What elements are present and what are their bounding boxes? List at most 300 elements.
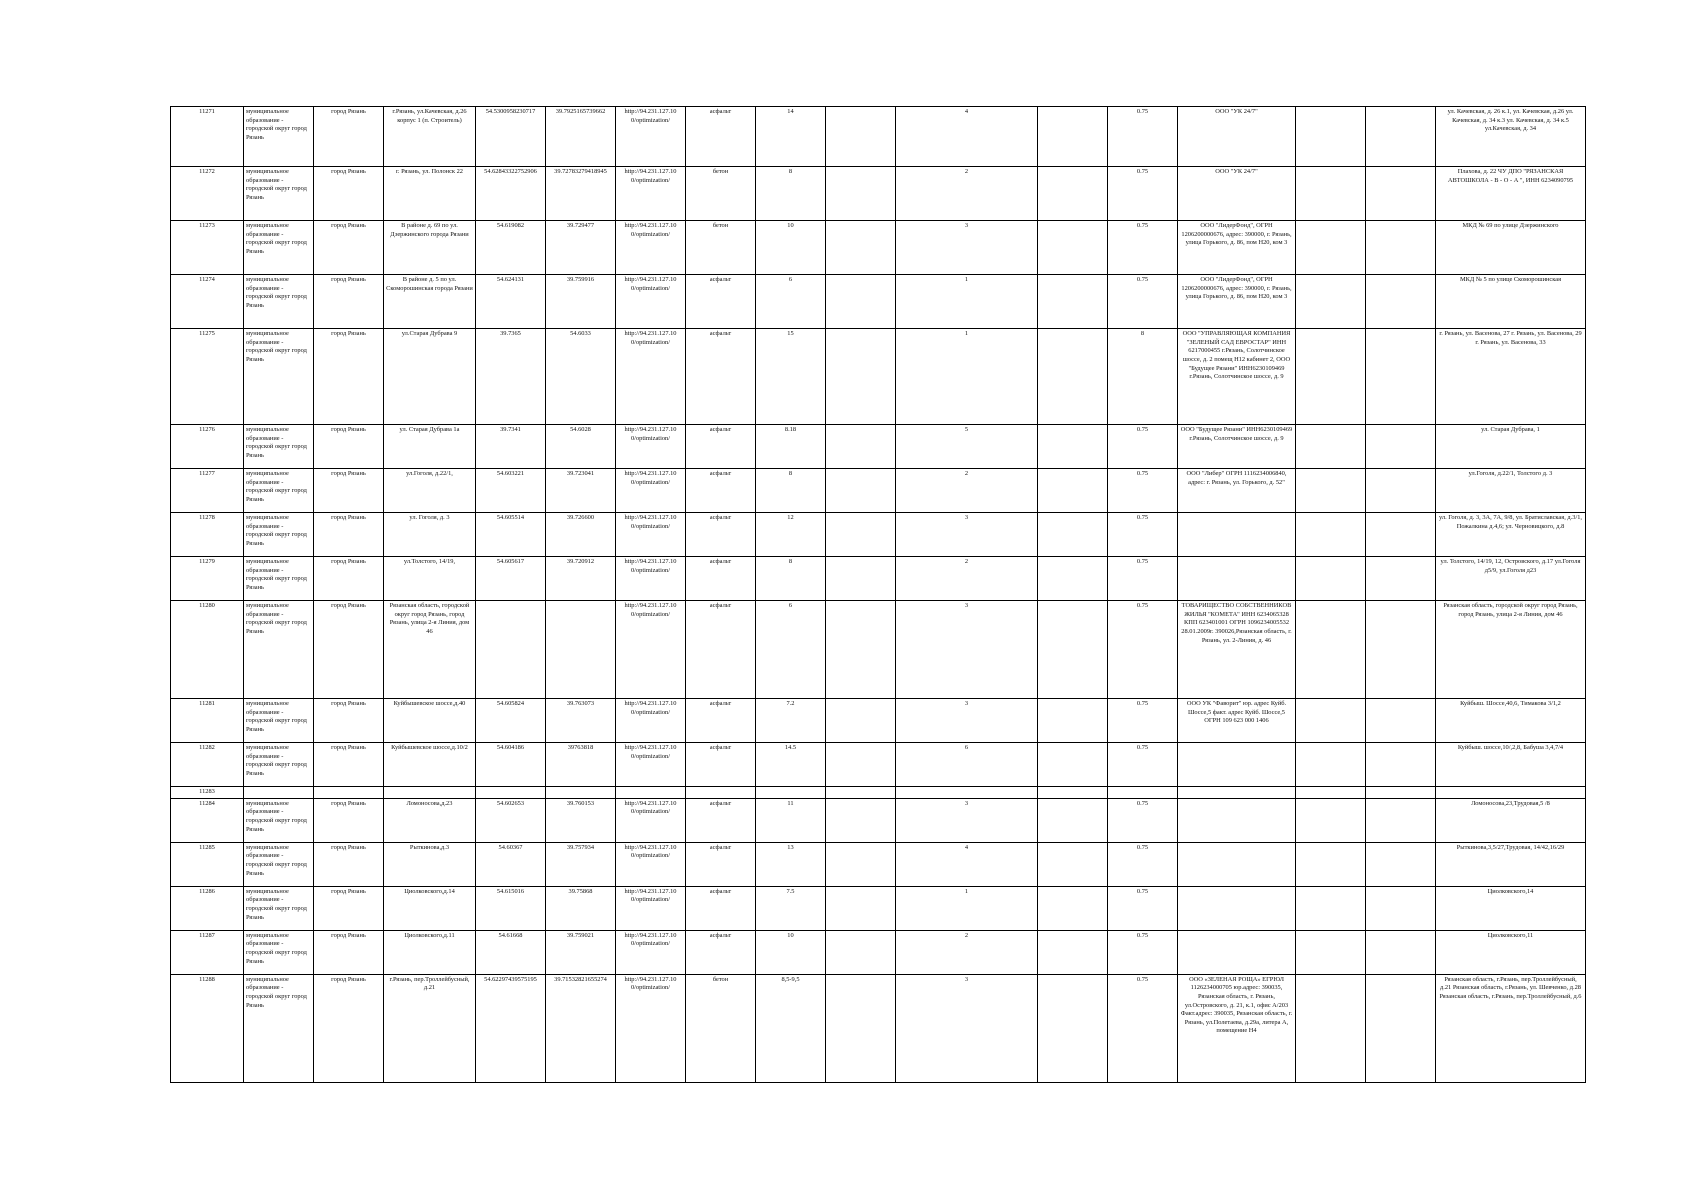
empty-col-15-cell bbox=[1296, 167, 1366, 221]
latitude-cell: 54.61668 bbox=[476, 930, 546, 974]
surface-type-cell: асфальт bbox=[686, 469, 756, 513]
container-count-cell: 3 bbox=[896, 601, 1038, 699]
territory-type-cell: муниципальное образование - городской округ город Рязань bbox=[244, 699, 314, 743]
city-cell: город Рязань bbox=[314, 513, 384, 557]
longitude-cell: 54.6033 bbox=[546, 329, 616, 425]
empty-col-10-cell bbox=[826, 167, 896, 221]
area-cell: 8 bbox=[756, 557, 826, 601]
empty-col-12-cell bbox=[1038, 787, 1108, 799]
city-cell: город Рязань bbox=[314, 167, 384, 221]
empty-col-12-cell bbox=[1038, 557, 1108, 601]
empty-col-12-cell bbox=[1038, 167, 1108, 221]
owner-cell bbox=[1178, 743, 1296, 787]
empty-col-16-cell bbox=[1366, 886, 1436, 930]
empty-col-16-cell bbox=[1366, 974, 1436, 1082]
row-id-cell: 11287 bbox=[171, 930, 244, 974]
city-cell: город Рязань bbox=[314, 221, 384, 275]
latitude-cell: 54.605617 bbox=[476, 557, 546, 601]
table-row bbox=[171, 787, 1586, 799]
container-count-cell: 2 bbox=[896, 557, 1038, 601]
territory-type-cell: муниципальное образование - городской округ город Рязань bbox=[244, 886, 314, 930]
longitude-cell bbox=[546, 787, 616, 799]
empty-col-10-cell bbox=[826, 275, 896, 329]
empty-col-16-cell bbox=[1366, 513, 1436, 557]
container-count-cell: 1 bbox=[896, 329, 1038, 425]
container-count-cell: 5 bbox=[896, 425, 1038, 469]
empty-col-16-cell bbox=[1366, 275, 1436, 329]
city-cell: город Рязань bbox=[314, 842, 384, 886]
latitude-cell: 54.619082 bbox=[476, 221, 546, 275]
territory-type-cell: муниципальное образование - городской округ город Рязань bbox=[244, 930, 314, 974]
owner-cell bbox=[1178, 842, 1296, 886]
empty-col-12-cell bbox=[1038, 107, 1108, 167]
table-row bbox=[171, 221, 1586, 275]
surface-type-cell: асфальт bbox=[686, 107, 756, 167]
empty-col-12-cell bbox=[1038, 513, 1108, 557]
empty-col-15-cell bbox=[1296, 842, 1366, 886]
empty-col-12-cell bbox=[1038, 329, 1108, 425]
empty-col-16-cell bbox=[1366, 842, 1436, 886]
longitude-cell: 39.759021 bbox=[546, 930, 616, 974]
empty-col-10-cell bbox=[826, 107, 896, 167]
empty-col-10-cell bbox=[826, 699, 896, 743]
territory-type-cell: муниципальное образование - городской округ город Рязань bbox=[244, 425, 314, 469]
longitude-cell: 39.757934 bbox=[546, 842, 616, 886]
empty-col-16-cell bbox=[1366, 329, 1436, 425]
latitude-cell: 54.605514 bbox=[476, 513, 546, 557]
waste-sources-cell: Ломоносова,23,Трудовая,5 /8 bbox=[1436, 798, 1586, 842]
waste-sources-cell: Рязанская область, городской округ город Рязань, город Рязань, улица 2-я Линия, дом 46 bbox=[1436, 601, 1586, 699]
address-cell: ул.Толстого, 14/19, bbox=[384, 557, 476, 601]
row-id-cell: 11282 bbox=[171, 743, 244, 787]
table-row bbox=[171, 469, 1586, 513]
row-id-cell: 11284 bbox=[171, 798, 244, 842]
empty-col-10-cell bbox=[826, 886, 896, 930]
map-link-cell[interactable]: http://94.231.127.10 0/optimization/ bbox=[616, 557, 686, 601]
address-cell: Циолковского,д.11 bbox=[384, 930, 476, 974]
city-cell bbox=[314, 787, 384, 799]
table-row bbox=[171, 425, 1586, 469]
waste-sources-cell: г. Рязань, ул. Васенова, 27 г. Рязань, ул. Васенова, 29 г. Рязань, ул. Васенова, 33 bbox=[1436, 329, 1586, 425]
table-row bbox=[171, 798, 1586, 842]
table-row bbox=[171, 886, 1586, 930]
empty-col-15-cell bbox=[1296, 107, 1366, 167]
city-cell: город Рязань bbox=[314, 275, 384, 329]
container-count-cell: 1 bbox=[896, 886, 1038, 930]
container-volume-cell: 0.75 bbox=[1108, 930, 1178, 974]
area-cell bbox=[756, 787, 826, 799]
empty-col-16-cell bbox=[1366, 167, 1436, 221]
row-id-cell: 11272 bbox=[171, 167, 244, 221]
latitude-cell: 54.5300958230717 bbox=[476, 107, 546, 167]
longitude-cell: 39.729477 bbox=[546, 221, 616, 275]
row-id-cell: 11271 bbox=[171, 107, 244, 167]
map-link-cell[interactable]: http://94.231.127.10 0/optimization/ bbox=[616, 699, 686, 743]
empty-col-15-cell bbox=[1296, 743, 1366, 787]
empty-col-10-cell bbox=[826, 930, 896, 974]
empty-col-10-cell bbox=[826, 513, 896, 557]
waste-sources-cell: ул. Качевская, д. 26 к.1, ул. Качевская, д.26 ул. Качевская, д. 34 к.3 ул. Качевская, д. 34 к.5 ул.Качевская, д. 34 bbox=[1436, 107, 1586, 167]
container-count-cell: 6 bbox=[896, 743, 1038, 787]
container-count-cell: 3 bbox=[896, 974, 1038, 1082]
empty-col-15-cell bbox=[1296, 557, 1366, 601]
empty-col-10-cell bbox=[826, 425, 896, 469]
city-cell: город Рязань bbox=[314, 557, 384, 601]
latitude-cell: 39.7341 bbox=[476, 425, 546, 469]
container-volume-cell: 0.75 bbox=[1108, 425, 1178, 469]
empty-col-10-cell bbox=[826, 798, 896, 842]
container-count-cell: 2 bbox=[896, 469, 1038, 513]
owner-cell: ООО "ЛидерФонд", ОГРН 1206200000676, адрес: 390000, г. Рязань, улица Горького, д. 86, пом Н20, ком 3 bbox=[1178, 275, 1296, 329]
address-cell: г.Рязань, ул.Качевская, д.26 корпус 1 (п. Строитель) bbox=[384, 107, 476, 167]
map-link-cell[interactable]: http://94.231.127.10 0/optimization/ bbox=[616, 601, 686, 699]
empty-col-16-cell bbox=[1366, 469, 1436, 513]
longitude-cell: 39.759916 bbox=[546, 275, 616, 329]
address-cell: Рыткинова,д.3 bbox=[384, 842, 476, 886]
area-cell: 13 bbox=[756, 842, 826, 886]
empty-col-10-cell bbox=[826, 601, 896, 699]
row-id-cell: 11279 bbox=[171, 557, 244, 601]
container-volume-cell: 0.75 bbox=[1108, 221, 1178, 275]
row-id-cell: 11280 bbox=[171, 601, 244, 699]
empty-col-15-cell bbox=[1296, 974, 1366, 1082]
owner-cell bbox=[1178, 886, 1296, 930]
address-cell: Ломоносова,д.23 bbox=[384, 798, 476, 842]
empty-col-12-cell bbox=[1038, 930, 1108, 974]
empty-col-12-cell bbox=[1038, 601, 1108, 699]
empty-col-10-cell bbox=[826, 469, 896, 513]
container-count-cell: 1 bbox=[896, 275, 1038, 329]
area-cell: 7.5 bbox=[756, 886, 826, 930]
container-volume-cell: 0.75 bbox=[1108, 557, 1178, 601]
surface-type-cell: асфальт bbox=[686, 329, 756, 425]
empty-col-15-cell bbox=[1296, 513, 1366, 557]
map-link-cell[interactable]: http://94.231.127.10 0/optimization/ bbox=[616, 798, 686, 842]
city-cell: город Рязань bbox=[314, 469, 384, 513]
empty-col-12-cell bbox=[1038, 699, 1108, 743]
owner-cell: ООО УК "Фаворит" юр. адрес Куйб. Шоссе,5 факт. адрес Куйб. Шоссе,5 ОГРН 109 623 000 1406 bbox=[1178, 699, 1296, 743]
city-cell: город Рязань bbox=[314, 107, 384, 167]
longitude-cell: 39.720912 bbox=[546, 557, 616, 601]
map-link-cell[interactable]: http://94.231.127.10 0/optimization/ bbox=[616, 743, 686, 787]
longitude-cell: 39.763073 bbox=[546, 699, 616, 743]
container-count-cell: 3 bbox=[896, 699, 1038, 743]
territory-type-cell: муниципальное образование - городской округ город Рязань bbox=[244, 275, 314, 329]
owner-cell: ООО "Будущее Рязани" ИНН6230109469 г.Рязань, Солотчинское шоссе, д. 9 bbox=[1178, 425, 1296, 469]
territory-type-cell: муниципальное образование - городской округ город Рязань bbox=[244, 469, 314, 513]
surface-type-cell: асфальт bbox=[686, 513, 756, 557]
empty-col-16-cell bbox=[1366, 557, 1436, 601]
empty-col-10-cell bbox=[826, 974, 896, 1082]
row-id-cell: 11283 bbox=[171, 787, 244, 799]
address-cell: В районе д. 69 по ул. Дзержинского города Рязани bbox=[384, 221, 476, 275]
longitude-cell bbox=[546, 601, 616, 699]
table-row bbox=[171, 930, 1586, 974]
map-link-cell[interactable]: http://94.231.127.10 0/optimization/ bbox=[616, 513, 686, 557]
address-cell: Рязанская область, городской округ город Рязань, город Рязань, улица 2-я Линия, дом 46 bbox=[384, 601, 476, 699]
surface-type-cell: бетон bbox=[686, 221, 756, 275]
longitude-cell: 54.6028 bbox=[546, 425, 616, 469]
surface-type-cell: асфальт bbox=[686, 930, 756, 974]
city-cell: город Рязань bbox=[314, 930, 384, 974]
address-cell: Циолковского,д.14 bbox=[384, 886, 476, 930]
empty-col-12-cell bbox=[1038, 798, 1108, 842]
empty-col-12-cell bbox=[1038, 469, 1108, 513]
surface-type-cell: асфальт bbox=[686, 275, 756, 329]
area-cell: 6 bbox=[756, 601, 826, 699]
territory-type-cell: муниципальное образование - городской округ город Рязань bbox=[244, 167, 314, 221]
container-volume-cell: 0.75 bbox=[1108, 974, 1178, 1082]
territory-type-cell: муниципальное образование - городской округ город Рязань bbox=[244, 107, 314, 167]
container-count-cell: 2 bbox=[896, 167, 1038, 221]
row-id-cell: 11281 bbox=[171, 699, 244, 743]
empty-col-16-cell bbox=[1366, 221, 1436, 275]
empty-col-15-cell bbox=[1296, 787, 1366, 799]
address-cell: Куйбышевское шоссе,д.40 bbox=[384, 699, 476, 743]
map-link-cell[interactable]: http://94.231.127.10 0/optimization/ bbox=[616, 275, 686, 329]
address-cell: ул. Гоголя, д. 3 bbox=[384, 513, 476, 557]
empty-col-16-cell bbox=[1366, 743, 1436, 787]
container-volume-cell: 0.75 bbox=[1108, 167, 1178, 221]
empty-col-15-cell bbox=[1296, 699, 1366, 743]
empty-col-10-cell bbox=[826, 329, 896, 425]
city-cell: город Рязань bbox=[314, 329, 384, 425]
area-cell: 11 bbox=[756, 798, 826, 842]
table-row bbox=[171, 557, 1586, 601]
latitude-cell: 54.62297439575195 bbox=[476, 974, 546, 1082]
address-cell: г.Рязань, пер.Троллейбусный, д.21 bbox=[384, 974, 476, 1082]
container-volume-cell: 0.75 bbox=[1108, 469, 1178, 513]
waste-sources-cell: ул. Толстого, 14/19, 12, Островского, д.17 ул.Гоголя д5/9, ул.Гоголя д23 bbox=[1436, 557, 1586, 601]
area-cell: 10 bbox=[756, 221, 826, 275]
latitude-cell bbox=[476, 601, 546, 699]
map-link-cell[interactable]: http://94.231.127.10 0/optimization/ bbox=[616, 930, 686, 974]
owner-cell: ТОВАРИЩЕСТВО СОБСТВЕННИКОВ ЖИЛЬЯ "КОМЕТА" ИНН 6234065328 КПП 623401001 ОГРН 1096234005532 28.01.2009г. 390026,Рязанская область, г. Рязань, ул. 2-Линия, д. 46 bbox=[1178, 601, 1296, 699]
territory-type-cell: муниципальное образование - городской округ город Рязань bbox=[244, 557, 314, 601]
latitude-cell: 54.602653 bbox=[476, 798, 546, 842]
map-link-cell[interactable]: http://94.231.127.10 0/optimization/ bbox=[616, 842, 686, 886]
waste-sources-cell: ул. Гоголя, д. 3, 3А, 7А, 9/8, ул. Братиславская, д.3/1, Пожалкина д.4,6; ул. Черновицкого, д.8 bbox=[1436, 513, 1586, 557]
empty-col-16-cell bbox=[1366, 107, 1436, 167]
table-row bbox=[171, 842, 1586, 886]
territory-type-cell: муниципальное образование - городской округ город Рязань bbox=[244, 221, 314, 275]
surface-type-cell: асфальт bbox=[686, 699, 756, 743]
area-cell: 8 bbox=[756, 167, 826, 221]
city-cell: город Рязань bbox=[314, 425, 384, 469]
table-row bbox=[171, 601, 1586, 699]
map-link-cell[interactable]: http://94.231.127.10 0/optimization/ bbox=[616, 107, 686, 167]
container-volume-cell bbox=[1108, 787, 1178, 799]
latitude-cell: 39.7365 bbox=[476, 329, 546, 425]
table-row bbox=[171, 743, 1586, 787]
container-volume-cell: 0.75 bbox=[1108, 107, 1178, 167]
longitude-cell: 39.71532821655274 bbox=[546, 974, 616, 1082]
container-volume-cell: 0.75 bbox=[1108, 699, 1178, 743]
empty-col-16-cell bbox=[1366, 930, 1436, 974]
container-count-cell bbox=[896, 787, 1038, 799]
longitude-cell: 39.726600 bbox=[546, 513, 616, 557]
table-row bbox=[171, 699, 1586, 743]
latitude-cell: 54.62843322752906 bbox=[476, 167, 546, 221]
registry-table bbox=[170, 106, 1586, 1083]
row-id-cell: 11276 bbox=[171, 425, 244, 469]
owner-cell: ООО "УК 24/7" bbox=[1178, 107, 1296, 167]
city-cell: город Рязань bbox=[314, 743, 384, 787]
address-cell: ул.Старая Дубрава 9 bbox=[384, 329, 476, 425]
owner-cell bbox=[1178, 557, 1296, 601]
row-id-cell: 11274 bbox=[171, 275, 244, 329]
territory-type-cell: муниципальное образование - городской округ город Рязань bbox=[244, 974, 314, 1082]
surface-type-cell: асфальт bbox=[686, 743, 756, 787]
map-link-cell[interactable]: http://94.231.127.10 0/optimization/ bbox=[616, 469, 686, 513]
area-cell: 8 bbox=[756, 469, 826, 513]
territory-type-cell: муниципальное образование - городской округ город Рязань bbox=[244, 601, 314, 699]
empty-col-10-cell bbox=[826, 221, 896, 275]
map-link-cell[interactable]: http://94.231.127.10 0/optimization/ bbox=[616, 167, 686, 221]
surface-type-cell: асфальт bbox=[686, 601, 756, 699]
surface-type-cell: асфальт bbox=[686, 557, 756, 601]
address-cell: В районе д. 5 по ул. Скоморошинская города Рязани bbox=[384, 275, 476, 329]
area-cell: 15 bbox=[756, 329, 826, 425]
surface-type-cell: асфальт bbox=[686, 798, 756, 842]
longitude-cell: 39763818 bbox=[546, 743, 616, 787]
surface-type-cell: асфальт bbox=[686, 886, 756, 930]
empty-col-16-cell bbox=[1366, 425, 1436, 469]
container-volume-cell: 0.75 bbox=[1108, 798, 1178, 842]
empty-col-16-cell bbox=[1366, 798, 1436, 842]
empty-col-12-cell bbox=[1038, 425, 1108, 469]
empty-col-12-cell bbox=[1038, 275, 1108, 329]
empty-col-10-cell bbox=[826, 743, 896, 787]
table-row bbox=[171, 275, 1586, 329]
container-volume-cell: 8 bbox=[1108, 329, 1178, 425]
area-cell: 10 bbox=[756, 930, 826, 974]
container-count-cell: 3 bbox=[896, 221, 1038, 275]
table-row bbox=[171, 513, 1586, 557]
empty-col-10-cell bbox=[826, 842, 896, 886]
empty-col-15-cell bbox=[1296, 275, 1366, 329]
empty-col-12-cell bbox=[1038, 974, 1108, 1082]
map-link-cell[interactable]: http://94.231.127.10 0/optimization/ bbox=[616, 974, 686, 1082]
area-cell: 6 bbox=[756, 275, 826, 329]
empty-col-15-cell bbox=[1296, 469, 1366, 513]
latitude-cell: 54.624131 bbox=[476, 275, 546, 329]
container-volume-cell: 0.75 bbox=[1108, 513, 1178, 557]
longitude-cell: 39.75868 bbox=[546, 886, 616, 930]
address-cell bbox=[384, 787, 476, 799]
latitude-cell: 54.604186 bbox=[476, 743, 546, 787]
owner-cell: ООО "УПРАВЛЯЮЩАЯ КОМПАНИЯ "ЗЕЛЕНЫЙ САД ЕВРОСТАР" ИНН 6217000455 г.Рязань, Солотчинское шоссе, д. 2 помещ Н12 кабинет 2, ООО "Будущее Рязани" ИНН6230109469 г.Рязань, Солотчинское шоссе, д. 9 bbox=[1178, 329, 1296, 425]
address-cell: ул.Гоголя, д.22/1, bbox=[384, 469, 476, 513]
empty-col-16-cell bbox=[1366, 601, 1436, 699]
row-id-cell: 11286 bbox=[171, 886, 244, 930]
empty-col-15-cell bbox=[1296, 886, 1366, 930]
map-link-cell[interactable]: http://94.231.127.10 0/optimization/ bbox=[616, 886, 686, 930]
waste-sources-cell: Циолковского,11 bbox=[1436, 930, 1586, 974]
owner-cell: ООО "Либер" ОГРН 1116234006840, адрес: г. Рязань, ул. Горького, д. 52" bbox=[1178, 469, 1296, 513]
address-cell: ул. Старая Дубрава 1а bbox=[384, 425, 476, 469]
container-count-cell: 4 bbox=[896, 107, 1038, 167]
container-volume-cell: 0.75 bbox=[1108, 743, 1178, 787]
territory-type-cell: муниципальное образование - городской округ город Рязань bbox=[244, 743, 314, 787]
waste-sources-cell: Плахова, д. 22 ЧУ ДПО "РЯЗАНСКАЯ АВТОШКОЛА - В - О - А ", ИНН 6234090795 bbox=[1436, 167, 1586, 221]
map-link-cell[interactable] bbox=[616, 787, 686, 799]
address-cell: Куйбышевское шоссе,д.10/2 bbox=[384, 743, 476, 787]
row-id-cell: 11288 bbox=[171, 974, 244, 1082]
empty-col-16-cell bbox=[1366, 787, 1436, 799]
map-link-cell[interactable]: http://94.231.127.10 0/optimization/ bbox=[616, 221, 686, 275]
waste-sources-cell: ул.Гоголя, д.22/1, Толстого д. 3 bbox=[1436, 469, 1586, 513]
waste-sources-cell: Рязанская область, г.Рязань, пер.Троллейбусный, д.21 Рязанская область, г.Рязань, ул. Шевченко, д.28 Рязанская область, г.Рязань, пер.Троллейбусный, д.6 bbox=[1436, 974, 1586, 1082]
row-id-cell: 11278 bbox=[171, 513, 244, 557]
latitude-cell: 54.60367 bbox=[476, 842, 546, 886]
container-volume-cell: 0.75 bbox=[1108, 886, 1178, 930]
waste-sources-cell bbox=[1436, 787, 1586, 799]
empty-col-12-cell bbox=[1038, 743, 1108, 787]
empty-col-12-cell bbox=[1038, 221, 1108, 275]
longitude-cell: 39.7925165739662 bbox=[546, 107, 616, 167]
empty-col-15-cell bbox=[1296, 601, 1366, 699]
table-row bbox=[171, 107, 1586, 167]
empty-col-15-cell bbox=[1296, 930, 1366, 974]
area-cell: 8.18 bbox=[756, 425, 826, 469]
empty-col-10-cell bbox=[826, 787, 896, 799]
owner-cell bbox=[1178, 787, 1296, 799]
container-volume-cell: 0.75 bbox=[1108, 275, 1178, 329]
empty-col-12-cell bbox=[1038, 886, 1108, 930]
city-cell: город Рязань bbox=[314, 798, 384, 842]
area-cell: 14 bbox=[756, 107, 826, 167]
owner-cell: ООО "УК 24/7" bbox=[1178, 167, 1296, 221]
container-count-cell: 3 bbox=[896, 513, 1038, 557]
row-id-cell: 11275 bbox=[171, 329, 244, 425]
latitude-cell: 54.603221 bbox=[476, 469, 546, 513]
owner-cell bbox=[1178, 798, 1296, 842]
row-id-cell: 11273 bbox=[171, 221, 244, 275]
waste-sources-cell: Циолковского,14 bbox=[1436, 886, 1586, 930]
container-volume-cell: 0.75 bbox=[1108, 842, 1178, 886]
owner-cell bbox=[1178, 930, 1296, 974]
longitude-cell: 39.723041 bbox=[546, 469, 616, 513]
city-cell: город Рязань bbox=[314, 886, 384, 930]
table-row bbox=[171, 329, 1586, 425]
city-cell: город Рязань bbox=[314, 974, 384, 1082]
territory-type-cell: муниципальное образование - городской округ город Рязань bbox=[244, 842, 314, 886]
container-count-cell: 4 bbox=[896, 842, 1038, 886]
map-link-cell[interactable]: http://94.231.127.10 0/optimization/ bbox=[616, 425, 686, 469]
waste-sources-cell: МКД № 5 по улице Скоморошинская bbox=[1436, 275, 1586, 329]
empty-col-15-cell bbox=[1296, 329, 1366, 425]
waste-sources-cell: Куйбыш. Шоссе,40,6, Тимакова 3/1,2 bbox=[1436, 699, 1586, 743]
waste-sources-cell: Рыткинова,3,5/27,Трудовая, 14/42,16/29 bbox=[1436, 842, 1586, 886]
surface-type-cell: асфальт bbox=[686, 842, 756, 886]
surface-type-cell bbox=[686, 787, 756, 799]
empty-col-16-cell bbox=[1366, 699, 1436, 743]
empty-col-10-cell bbox=[826, 557, 896, 601]
area-cell: 14.5 bbox=[756, 743, 826, 787]
map-link-cell[interactable]: http://94.231.127.10 0/optimization/ bbox=[616, 329, 686, 425]
container-volume-cell: 0.75 bbox=[1108, 601, 1178, 699]
territory-type-cell: муниципальное образование - городской округ город Рязань bbox=[244, 329, 314, 425]
container-count-cell: 2 bbox=[896, 930, 1038, 974]
surface-type-cell: бетон bbox=[686, 974, 756, 1082]
empty-col-15-cell bbox=[1296, 221, 1366, 275]
territory-type-cell: муниципальное образование - городской округ город Рязань bbox=[244, 513, 314, 557]
longitude-cell: 39.760153 bbox=[546, 798, 616, 842]
city-cell: город Рязань bbox=[314, 699, 384, 743]
owner-cell: ООО "ЛидерФонд", ОГРН 1206200000676, адрес: 390000, г. Рязань, улица Горького, д. 86, пом Н20, ком 3 bbox=[1178, 221, 1296, 275]
address-cell: г. Рязань, ул. Полонск 22 bbox=[384, 167, 476, 221]
